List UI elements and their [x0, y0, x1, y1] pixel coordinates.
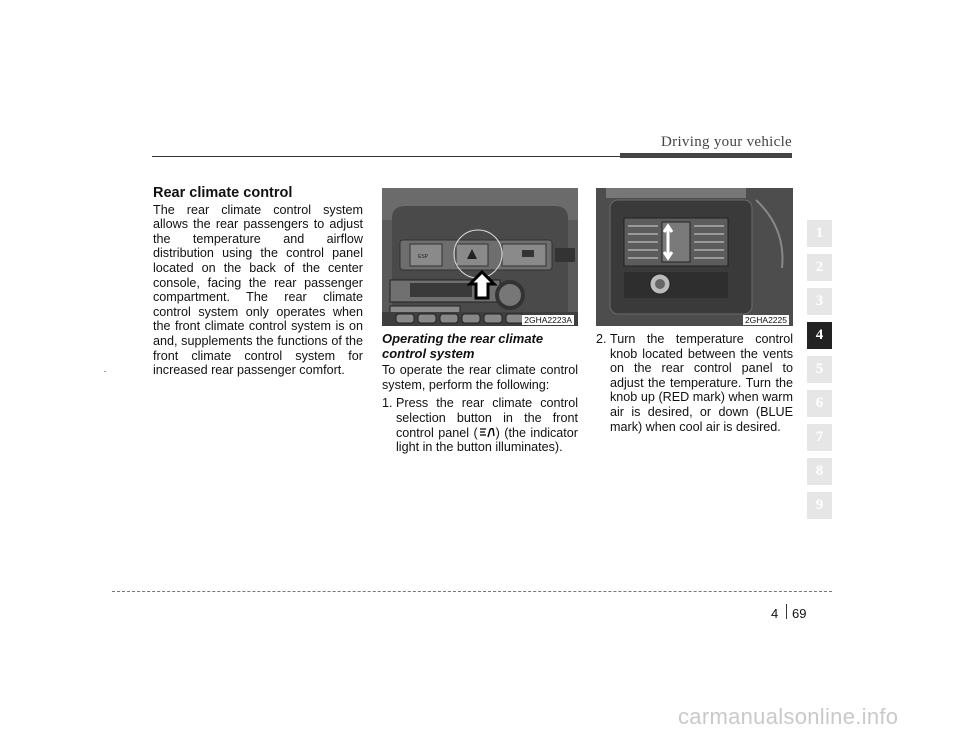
- chapter-tab-3[interactable]: 3: [807, 288, 832, 315]
- figure-caption: 2GHA2223A: [524, 315, 572, 325]
- chapter-tab-6[interactable]: 6: [807, 390, 832, 417]
- footer-page-number: 69: [792, 606, 807, 621]
- margin-dot: [104, 371, 106, 372]
- section-heading: Rear climate control: [153, 185, 293, 201]
- footer-rule: [112, 591, 832, 592]
- footer-section-number: 4: [771, 606, 779, 621]
- chapter-tab-5[interactable]: 5: [807, 356, 832, 383]
- figure-front-panel: [382, 188, 578, 326]
- front-panel-illustration: [382, 188, 578, 326]
- rear-climate-section: [153, 186, 363, 378]
- list-item: [596, 332, 793, 434]
- esp-button-label: ESP: [418, 254, 429, 260]
- chapter-tab-9[interactable]: 9: [807, 492, 832, 519]
- section-intro: The rear climate control system allows the rear passengers to adjust the temperature and airflow distribution using the control panel located on the back of the center console, facing the rear passenger compartment. The rear climate control system only operates when the front climate control system is on and, supplements the functions of the front climate control system for increased rear passenger comfort.: [153, 202, 363, 378]
- step-text: Press the rear climate control selection button in the front control panel ( ) (the indicator light in the button illuminates).: [396, 396, 578, 455]
- chapter-tab-7[interactable]: 7: [807, 424, 832, 451]
- operating-heading: Operating the rear climate control system: [382, 331, 544, 361]
- step-number: 1.: [382, 396, 393, 411]
- temperature-step: [596, 332, 793, 434]
- chapter-tab-4[interactable]: 4: [807, 322, 832, 349]
- chapter-tab-1[interactable]: 1: [807, 220, 832, 247]
- rear-climate-icon: [479, 427, 495, 438]
- step-text: Turn the temperature control knob located between the vents on the rear control panel to adjust the temperature. Turn the knob up (RED mark) when warm air is desired, or down (BLUE mark) when cool air is desired.: [610, 332, 793, 434]
- operating-section: [382, 332, 578, 455]
- step-number: 2.: [596, 332, 607, 346]
- operating-intro: To operate the rear climate control system, perform the following:: [382, 363, 578, 392]
- chapter-tab-2[interactable]: 2: [807, 254, 832, 281]
- figure-caption: 2GHA2225: [744, 315, 787, 325]
- chapter-tabs: [807, 220, 832, 526]
- list-item: [382, 396, 578, 454]
- header-title: Driving your vehicle: [661, 134, 792, 150]
- chapter-tab-8[interactable]: 8: [807, 458, 832, 485]
- watermark: carmanualsonline.info: [678, 704, 899, 729]
- rear-panel-illustration: [596, 188, 793, 326]
- figure-rear-panel: [596, 188, 793, 326]
- header-bar: [620, 153, 792, 158]
- footer-separator: [786, 604, 787, 619]
